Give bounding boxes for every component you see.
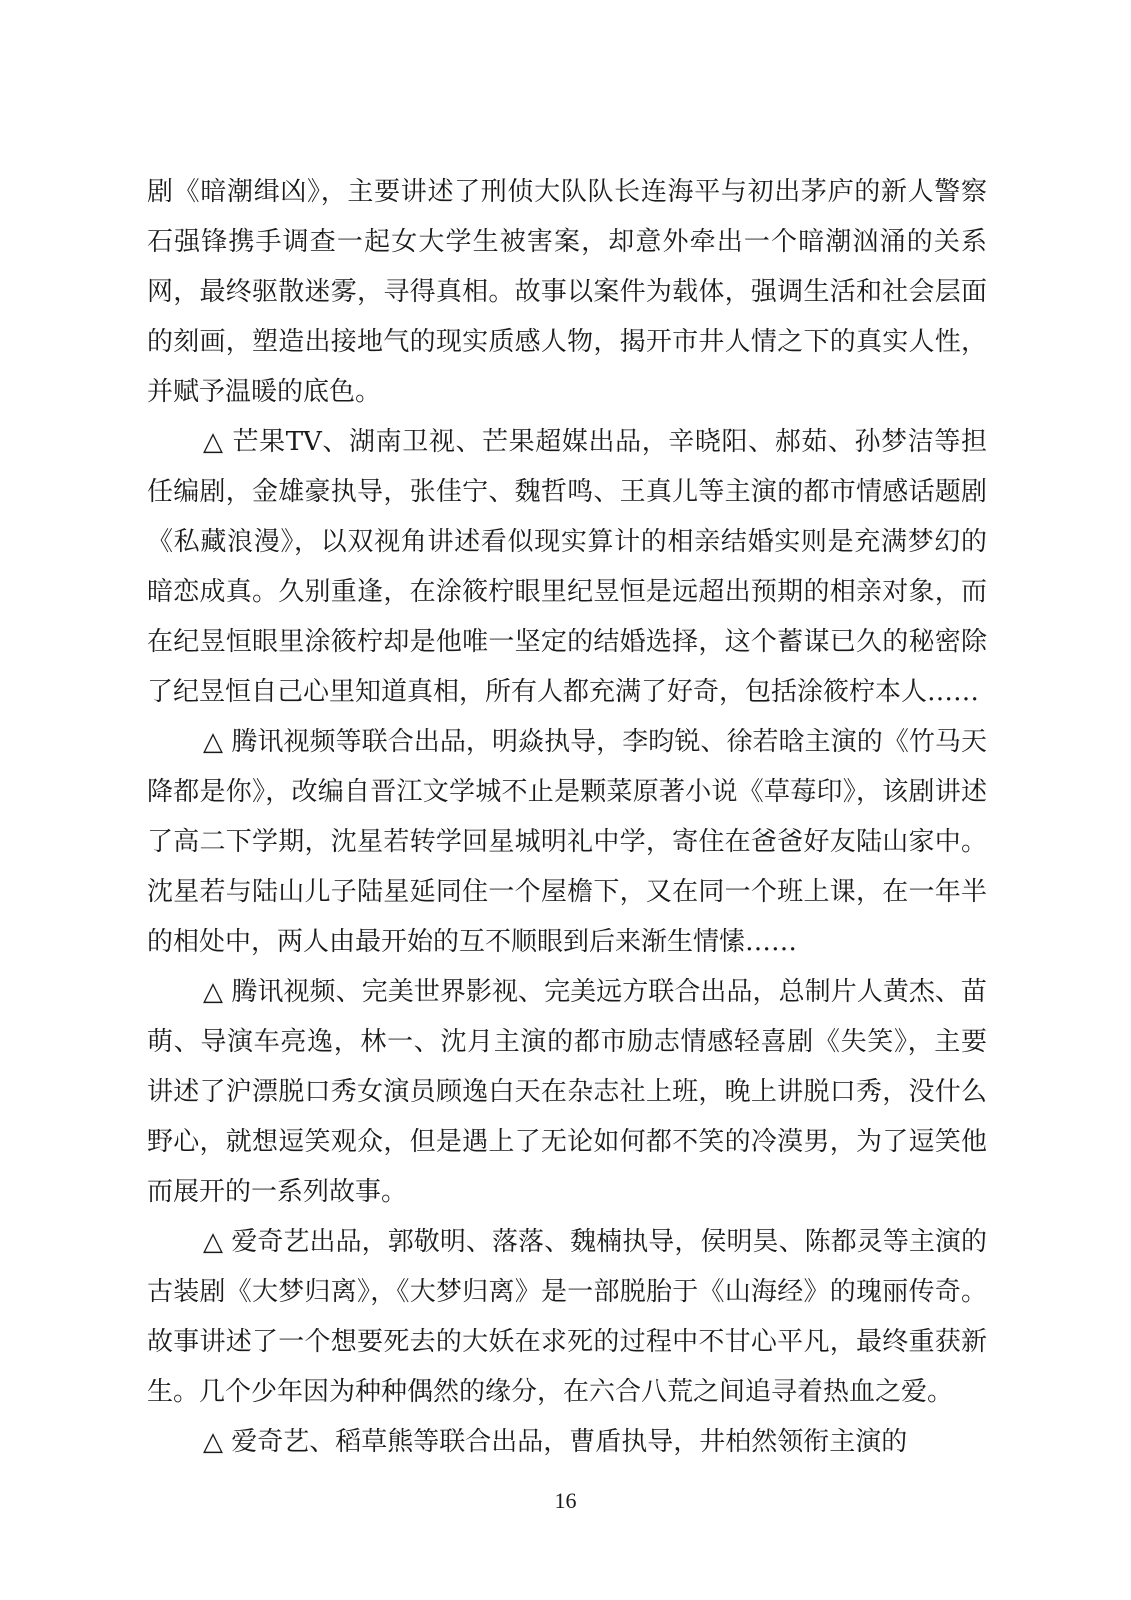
- paragraph: △ 爱奇艺、稻草熊等联合出品，曹盾执导，井柏然领衔主演的: [203, 1427, 908, 1457]
- page-number: 16: [554, 1488, 577, 1513]
- paragraph-continued: 剧《暗潮缉凶》，主要讲述了刑侦大队队长连海平与初出茅庐的新人警察石强锋携手调查一起女大学生被害案，却意外牵出一个暗潮汹涌的关系网，最终驱散迷雾，寻得真相。故事以案件为载体，强调生活和社会层面的刻画，塑造出接地气的现实质感人物，揭开市井人情之下的真实人性，并赋予温暖的底色。: [147, 177, 987, 407]
- body-text: [147, 167, 987, 1467]
- paragraph: △ 芒果TV、湖南卫视、芒果超媒出品，辛晓阳、郝茹、孙梦洁等担任编剧，金雄豪执导，张佳宁、魏哲鸣、王真儿等主演的都市情感话题剧《私藏浪漫》，以双视角讲述看似现实算计的相亲结婚实则是充满梦幻的暗恋成真。久别重逢，在涂筱柠眼里纪昱恒是远超出预期的相亲对象，而在纪昱恒眼里涂筱柠却是他唯一坚定的结婚选择，这个蓄谋已久的秘密除了纪昱恒自己心里知道真相，所有人都充满了好奇，包括涂筱柠本人……: [147, 427, 987, 707]
- paragraph: △ 爱奇艺出品，郭敬明、落落、魏楠执导，侯明昊、陈都灵等主演的古装剧《大梦归离》，《大梦归离》是一部脱胎于《山海经》的瑰丽传奇。故事讲述了一个想要死去的大妖在求死的过程中不甘心平凡，最终重获新生。几个少年因为种种偶然的缘分，在六合八荒之间追寻着热血之爱。: [147, 1227, 987, 1407]
- paragraph: △ 腾讯视频等联合出品，明焱执导，李昀锐、徐若晗主演的《竹马天降都是你》，改编自晋江文学城不止是颗菜原著小说《草莓印》，该剧讲述了高二下学期，沈星若转学回星城明礼中学，寄住在爸爸好友陆山家中。沈星若与陆山儿子陆星延同住一个屋檐下，又在同一个班上课，在一年半的相处中，两人由最开始的互不顺眼到后来渐生情愫……: [147, 727, 987, 957]
- paragraph: △ 腾讯视频、完美世界影视、完美远方联合出品，总制片人黄杰、苗萌、导演车亮逸，林一、沈月主演的都市励志情感轻喜剧《失笑》，主要讲述了沪漂脱口秀女演员顾逸白天在杂志社上班，晚上讲脱口秀，没什么野心，就想逗笑观众，但是遇上了无论如何都不笑的冷漠男，为了逗笑他而展开的一系列故事。: [147, 977, 987, 1207]
